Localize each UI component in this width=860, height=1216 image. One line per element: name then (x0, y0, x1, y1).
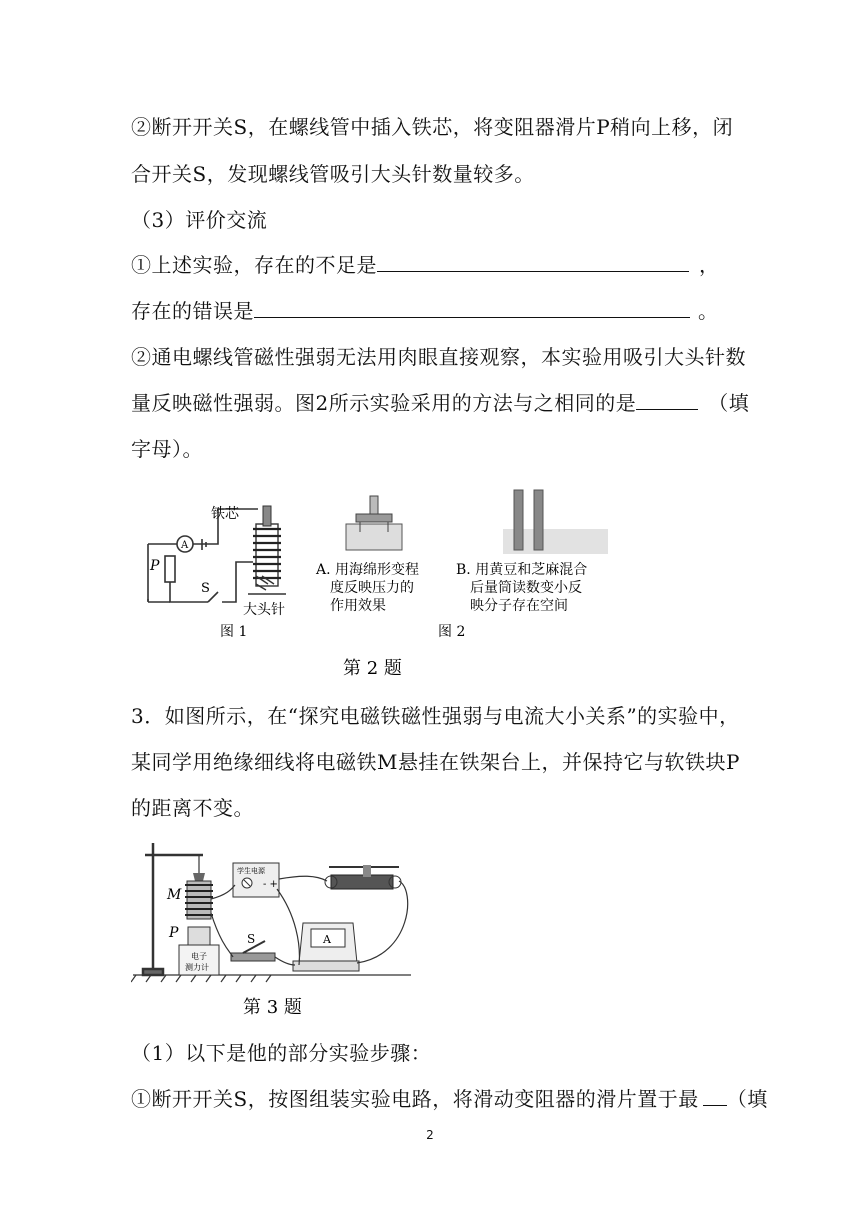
label-m: M (167, 887, 182, 903)
section-heading: （1）以下是他的部分实验步骤： (131, 1041, 432, 1065)
answer-blank[interactable] (636, 389, 698, 410)
scale-label-2: 测力计 (185, 963, 209, 972)
label-s: S (247, 932, 256, 946)
sponge-illustration (346, 496, 402, 550)
label-s: S (201, 581, 210, 596)
answer-blank[interactable] (377, 251, 689, 272)
rheostat (325, 865, 401, 889)
power-label: 学生电源 (237, 867, 265, 875)
option-b-line1: B. 用黄豆和芝麻混合 (456, 562, 588, 578)
option-b-line2: 后量筒读数变小反 (470, 580, 582, 596)
cylinder-illustration (503, 490, 608, 554)
section-heading: （3）评价交流 (131, 208, 268, 232)
label-pins: 大头针 (243, 602, 285, 618)
punctuation: 。 (698, 299, 719, 323)
punctuation: ， (699, 253, 720, 277)
svg-text:- +: - + (263, 879, 278, 890)
electromagnet-m (185, 873, 213, 919)
label-ammeter: A (181, 540, 189, 551)
label-a: A (323, 933, 331, 946)
question-text: （填 (708, 391, 750, 415)
question-text: ①上述实验，存在的不足是 (131, 253, 377, 277)
scale-label-1: 电子 (191, 952, 207, 961)
ammeter (293, 923, 359, 971)
answer-blank[interactable] (703, 1085, 727, 1106)
label-p: P (169, 925, 179, 941)
text-line: 某同学用绝缘细线将电磁铁M悬挂在铁架台上，并保持它与软铁块P (131, 750, 740, 774)
label-core: 铁芯 (211, 506, 239, 522)
label-p: P (150, 558, 160, 574)
question-text: 量反映磁性强弱。图2所示实验采用的方法与之相同的是 (131, 391, 637, 415)
question-line (131, 251, 720, 279)
text-line: ②断开开关S，在螺线管中插入铁芯，将变阻器滑片P稍向上移，闭 (131, 115, 734, 139)
figure-2 (138, 484, 628, 684)
text-line: 合开关S，发现螺线管吸引大头针数量较多。 (131, 162, 535, 186)
option-a-line1: A. 用海绵形变程 (316, 562, 420, 578)
question-line (131, 389, 749, 417)
answer-blank[interactable] (254, 297, 690, 318)
fig2-caption: 图 2 (438, 624, 466, 640)
fig1-caption: 图 1 (220, 624, 248, 640)
question-text: （填 (726, 1087, 768, 1111)
iron-block-p (188, 927, 210, 945)
question-line (131, 1085, 768, 1113)
text-line: ②通电螺线管磁性强弱无法用肉眼直接观察，本实验用吸引大头针数 (131, 345, 746, 369)
option-a-line2: 度反映压力的 (330, 580, 414, 596)
question-text: 存在的错误是 (131, 299, 254, 323)
figure-title: 第 2 题 (343, 658, 402, 679)
text-line: 3．如图所示，在“探究电磁铁磁性强弱与电流大小关系”的实验中， (131, 704, 740, 728)
page-number: 2 (426, 1128, 434, 1142)
question-line (131, 297, 719, 325)
option-a-line3: 作用效果 (330, 598, 386, 614)
question-text: ①断开开关S，按图组装实验电路，将滑动变阻器的滑片置于最 (131, 1087, 699, 1111)
solenoid (253, 506, 281, 586)
ground (131, 975, 411, 982)
option-b-line3: 映分子存在空间 (470, 598, 568, 614)
text-line: 字母）。 (131, 437, 203, 461)
figure-title: 第 3 题 (243, 997, 302, 1018)
text-line: 的距离不变。 (131, 796, 254, 820)
figure-3 (131, 835, 431, 1025)
